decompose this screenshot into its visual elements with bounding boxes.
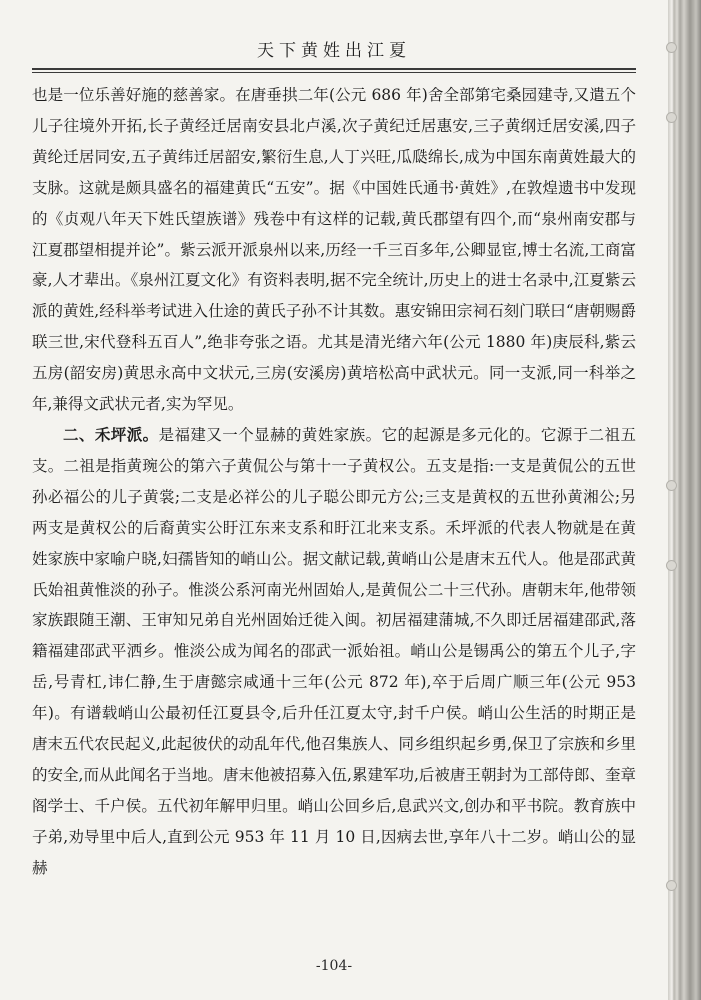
binding-hole <box>666 42 677 53</box>
running-header: 天下黄姓出江夏 <box>257 41 411 61</box>
section-heading: 二、禾坪派。 <box>63 424 159 444</box>
binding-edge <box>668 0 701 1000</box>
paragraph-wudan-branch: 也是一位乐善好施的慈善家。在唐垂拱二年(公元 686 年)舍全部第宅桑园建寺,又遣五个儿子往境外开拓,长子黄经迁居南安县北卢溪,次子黄纪迁居惠安,三子黄纲迁居安溪,四子黄纶迁居同安,五子黄纬迁居韶安,繁衍生息,人丁兴旺,瓜瓞绵长,成为中国东南黄姓最大的支脉。这就是颇具盛名的福建黄氏“五安”。据《中国姓氏通书·黄姓》,在敦煌遗书中发现的《贞观八年天下姓氏望族谱》残卷中有这样的记载,黄氏郡望有四个,而“泉州南安郡与江夏郡望相提并论”。紫云派开派泉州以来,历经一千三百多年,公卿显宦,博士名流,工商富豪,人才辈出。《泉州江夏文化》有资料表明,据不完全统计,历史上的进士名录中,江夏紫云派的黄姓,经科举考试进入仕途的黄氏子孙不计其数。惠安锦田宗祠石刻门联曰“唐朝赐爵联三世,宋代登科五百人”,绝非夸张之语。尤其是清光绪六年(公元 1880 年)庚辰科,紫云五房(韶安房)黄思永高中文状元,三房(安溪房)黄培松高中武状元。同一支派,同一科举之年,兼得文武状元者,实为罕见。 <box>32 86 636 414</box>
section-body: 是福建又一个显赫的黄姓家族。它的起源是多元化的。它源于二祖五支。二祖是指黄琬公的第六子黄侃公与第十一子黄权公。五支是指:一支是黄侃公的五世孙必福公的儿子黄裳;二支是必祥公的儿子聪公即元方公;三支是黄权的五世孙黄湘公;另两支是黄权公的后裔黄实公盱江东来支系和盱江北来支系。禾坪派的代表人物就是在黄姓家族中家喻户晓,妇孺皆知的峭山公。据文献记载,黄峭山公是唐末五代人。他是邵武黄氏始祖黄惟淡的孙子。惟淡公系河南光州固始人,是黄侃公二十三代孙。唐朝末年,他带领家族跟随王潮、王审知兄弟自光州固始迁徙入闽。初居福建蒲城,不久即迁居福建邵武,落籍福建邵武平洒乡。惟淡公成为闻名的邵武一派始祖。峭山公是锡禹公的第五个儿子,字岳,号青杠,讳仁静,生于唐懿宗咸通十三年(公元 872 年),卒于后周广顺三年(公元 953 年)。有谱载峭山公最初任江夏县令,后升任江夏太守,封千户侯。峭山公生活的时期正是唐末五代农民起义,此起彼伏的动乱年代,他召集族人、同乡组织起乡勇,保卫了宗族和乡里的安全,而从此闻名于当地。唐末他被招募入伍,累建军功,后被唐王朝封为工部侍郎、奎章阁学士、千户侯。五代初年解甲归里。峭山公回乡后,息武兴文,创办和平书院。教育族中子弟,劝导里中后人,直到公元 953 年 11 月 10 日,因病去世,享年八十二岁。峭山公的显赫 <box>32 425 636 877</box>
page-number: -104- <box>315 958 353 974</box>
header-rule-thin <box>32 72 636 73</box>
paragraph-heping-branch <box>32 420 636 884</box>
binding-hole <box>666 112 677 123</box>
binding-hole <box>666 480 677 491</box>
body-text <box>32 80 636 884</box>
binding-hole <box>666 880 677 891</box>
binding-hole <box>666 560 677 571</box>
header-rule-thick <box>32 68 636 70</box>
